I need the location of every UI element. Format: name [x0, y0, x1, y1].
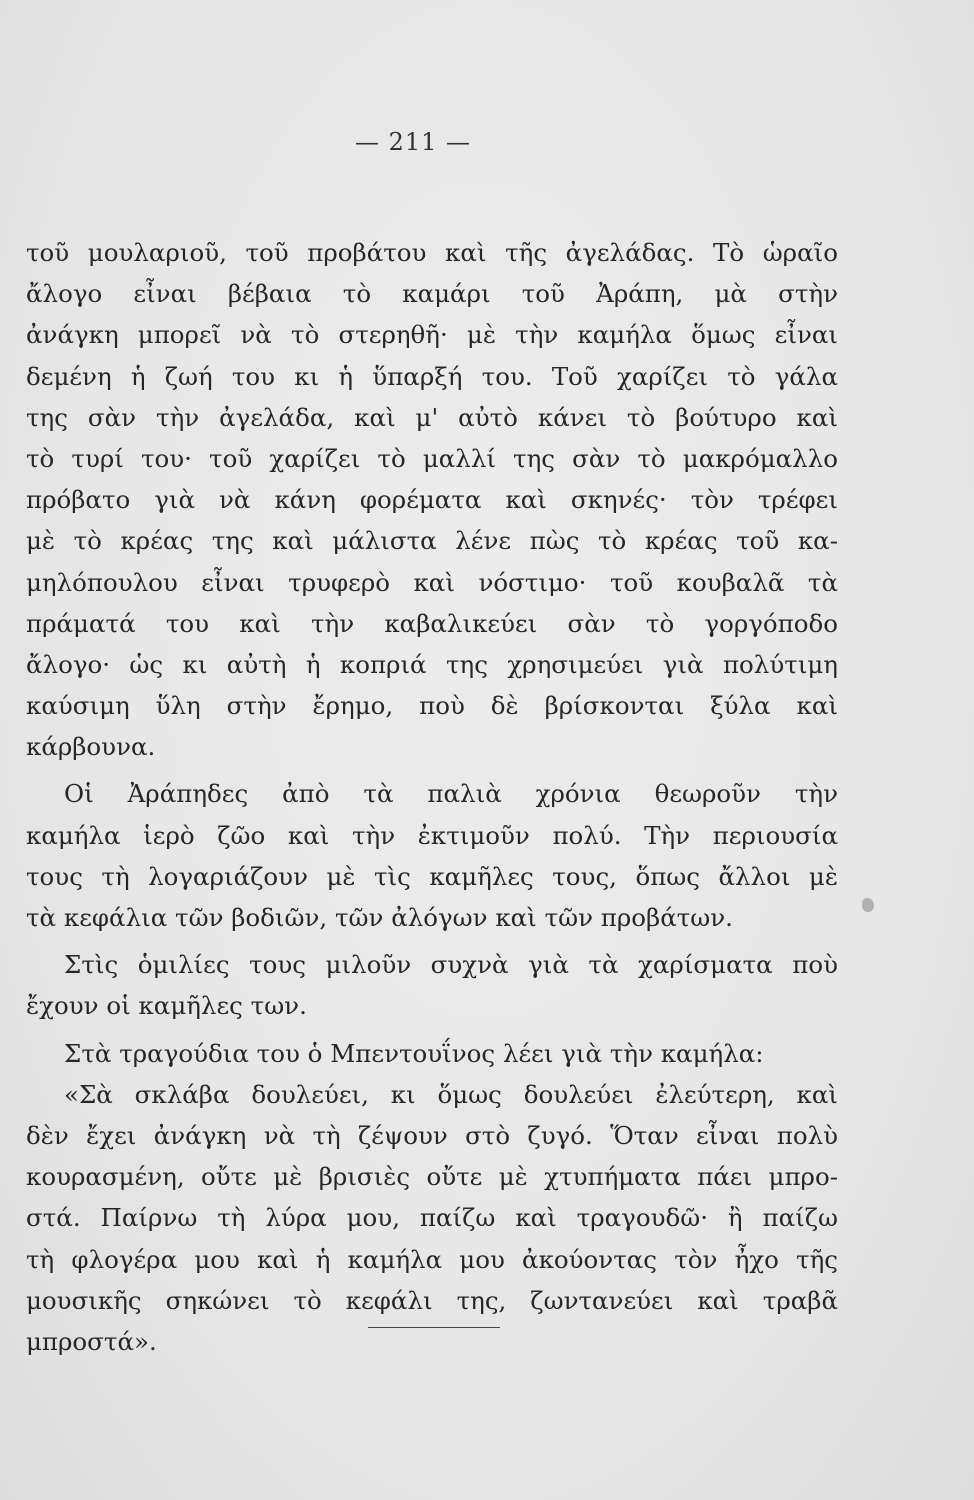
text-line: καύσιμη ὕλη στὴν ἔρημο, ποὺ δὲ βρίσκονται ξύλα καὶ	[26, 691, 838, 721]
text-line: τὰ κεφάλια τῶν βοδιῶν, τῶν ἀλόγων καὶ τῶν προβάτων.	[26, 903, 733, 932]
text-line: τὴ φλογέρα μου καὶ ἡ καμήλα μου ἀκούοντας τὸν ἦχο τῆς	[26, 1244, 838, 1274]
text-line: μὲ τὸ κρέας της καὶ μάλιστα λένε πὼς τὸ κρέας τοῦ κα-	[26, 526, 838, 556]
text-line: τοῦ μουλαριοῦ, τοῦ προβάτου καὶ τῆς ἀγελάδας. Τὸ ὡραῖο	[26, 238, 838, 267]
text-line: ἀνάγκη μπορεῖ νὰ τὸ στερηθῆ· μὲ τὴν καμήλα ὅμως εἶναι	[26, 320, 838, 350]
paragraph	[26, 1033, 838, 1074]
paragraph	[26, 944, 838, 1026]
body-text	[26, 232, 838, 1362]
text-line: δεμένη ἡ ζωή του κι ἡ ὕπαρξή του. Τοῦ χαρίζει τὸ γάλα	[26, 361, 838, 391]
text-line: πρόβατο γιὰ νὰ κάνη φορέματα καὶ σκηνές· τὸν τρέφει	[26, 485, 838, 515]
paragraph	[26, 1074, 838, 1362]
text-line: τους τὴ λογαριάζουν μὲ τὶς καμῆλες τους, ὅπως ἄλλοι μὲ	[26, 861, 838, 891]
section-end-rule	[368, 1327, 500, 1328]
text-line: της σὰν τὴν ἀγελάδα, καὶ μ' αὐτὸ κάνει τὸ βούτυρο καὶ	[26, 402, 838, 432]
text-line: ἄλογο εἶναι βέβαια τὸ καμάρι τοῦ Ἀράπη, μὰ στὴν	[26, 279, 838, 309]
text-line: ἄλογο· ὡς κι αὐτὴ ἡ κοπριά της χρησιμεύει γιὰ πολύτιμη	[26, 649, 838, 679]
text-line: κουρασμένη, οὔτε μὲ βρισιὲς οὔτε μὲ χτυπήματα πάει μπρο-	[26, 1162, 838, 1192]
text-line: Στὰ τραγούδια του ὁ Μπεντουΐνος λέει γιὰ τὴν καμήλα:	[64, 1038, 764, 1068]
text-line: μηλόπουλου εἶναι τρυφερὸ καὶ νόστιμο· τοῦ κουβαλᾶ τὰ	[26, 567, 838, 597]
paragraph	[26, 773, 838, 938]
text-line: στά. Παίρνω τὴ λύρα μου, παίζω καὶ τραγουδῶ· ἢ παίζω	[26, 1203, 838, 1233]
text-line: μουσικῆς σηκώνει τὸ κεφάλι της, ζωντανεύει καὶ τραβᾶ	[26, 1285, 838, 1315]
text-line: «Σὰ σκλάβα δουλεύει, κι ὅμως δουλεύει ἐλεύτερη, καὶ	[64, 1079, 838, 1109]
text-line: δὲν ἔχει ἀνάγκη νὰ τὴ ζέψουν στὸ ζυγό. Ὅταν εἶναι πολὺ	[26, 1120, 838, 1150]
text-line: μπροστά».	[26, 1326, 157, 1356]
page-number: — 211 —	[354, 128, 472, 156]
ink-smudge	[862, 898, 874, 912]
text-line: καμήλα ἱερὸ ζῶο καὶ τὴν ἐκτιμοῦν πολύ. Τὴν περιουσία	[26, 820, 838, 850]
text-line: κάρβουνα.	[26, 732, 156, 762]
text-line: τὸ τυρί του· τοῦ χαρίζει τὸ μαλλί της σὰν τὸ μακρόμαλλο	[26, 443, 838, 473]
text-line: ἔχουν οἱ καμῆλες των.	[26, 991, 307, 1021]
text-line: Οἱ Ἀράπηδες ἀπὸ τὰ παλιὰ χρόνια θεωροῦν τὴν	[64, 779, 838, 809]
text-line: Στὶς ὁμιλίες τους μιλοῦν συχνὰ γιὰ τὰ χαρίσματα ποὺ	[64, 950, 838, 980]
paragraph	[26, 232, 838, 767]
text-line: πράματά του καὶ τὴν καβαλικεύει σὰν τὸ γοργόποδο	[26, 608, 838, 638]
